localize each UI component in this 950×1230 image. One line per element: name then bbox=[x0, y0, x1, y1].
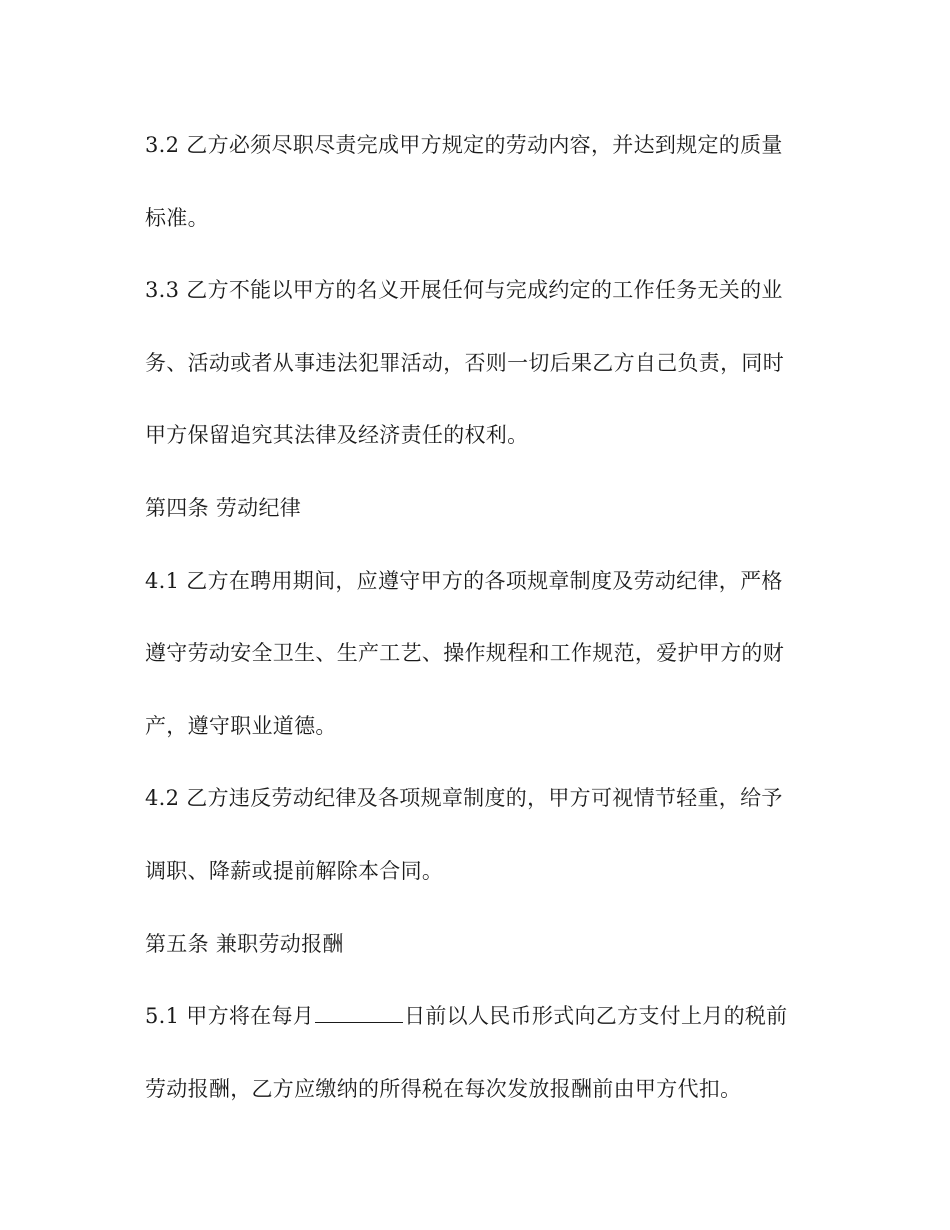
clause-5-1-text-before-blank: 5.1 甲方将在每月 bbox=[145, 1004, 315, 1029]
clause-3-3-line-1: 3.3 乙方不能以甲方的名义开展任何与完成约定的工作任务无关的业 bbox=[145, 278, 783, 303]
clause-3-2-line-2: 标准。 bbox=[145, 205, 209, 230]
clause-3-2-line-1: 3.2 乙方必须尽职尽责完成甲方规定的劳动内容，并达到规定的质量 bbox=[145, 133, 783, 157]
clause-4-1-line-2: 遵守劳动安全卫生、生产工艺、操作规程和工作规范，爱护甲方的财 bbox=[145, 641, 784, 666]
clause-4-1-line-3: 产，遵守职业道德。 bbox=[145, 713, 337, 738]
clause-3-3-line-3: 甲方保留追究其法律及经济责任的权利。 bbox=[145, 423, 529, 448]
clause-5-1-line-1 bbox=[145, 996, 805, 1069]
clause-3-3-line-2: 务、活动或者从事违法犯罪活动，否则一切后果乙方自己负责，同时 bbox=[145, 350, 784, 375]
clause-5-1-text-after-blank: 日前以人民币形式向乙方支付上月的税前 bbox=[404, 1004, 788, 1029]
clause-4-1-line-1: 4.1 乙方在聘用期间，应遵守甲方的各项规章制度及劳动纪律，严格 bbox=[145, 568, 783, 593]
clause-4-2-line-1: 4.2 乙方违反劳动纪律及各项规章制度的，甲方可视情节轻重，给予 bbox=[145, 786, 783, 811]
document-body bbox=[145, 125, 805, 1141]
clause-4-2-line-2: 调职、降薪或提前解除本合同。 bbox=[145, 858, 444, 883]
article-4-heading: 第四条 劳动纪律 bbox=[145, 495, 302, 520]
article-5-heading: 第五条 兼职劳动报酬 bbox=[145, 931, 344, 956]
clause-5-1-line-2: 劳动报酬，乙方应缴纳的所得税在每次发放报酬前由甲方代扣。 bbox=[145, 1076, 742, 1101]
pay-day-blank bbox=[315, 1000, 403, 1023]
